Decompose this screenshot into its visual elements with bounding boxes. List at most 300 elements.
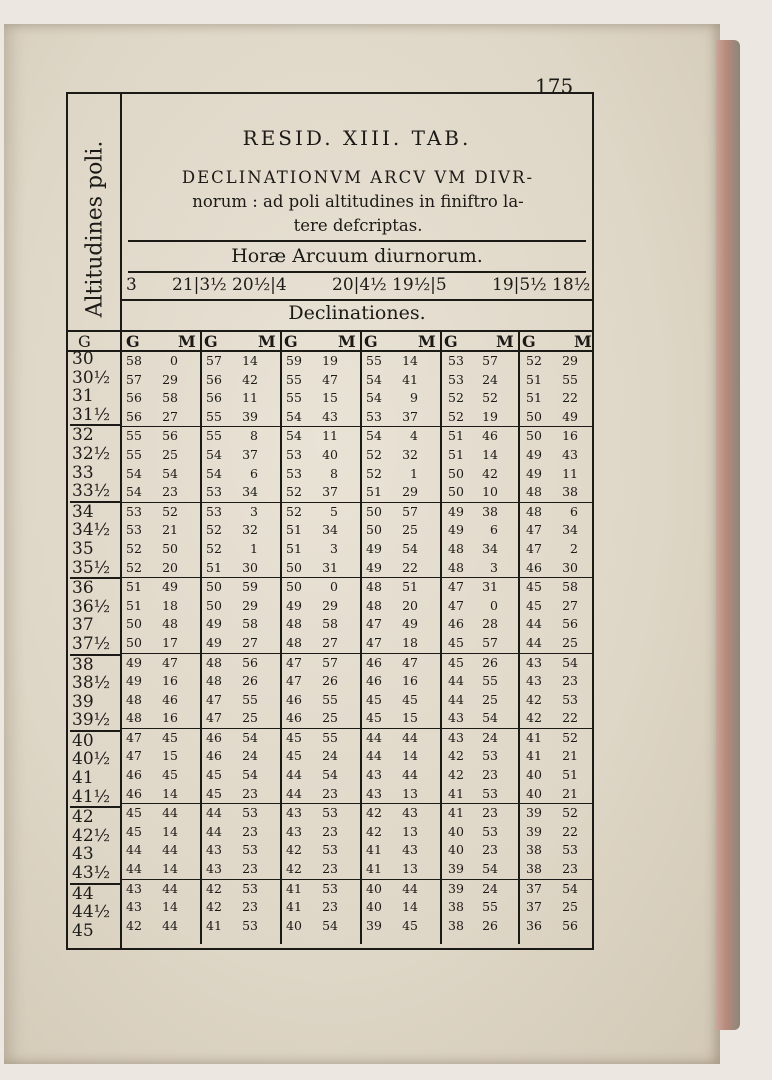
degrees-cell: 53 (448, 371, 464, 387)
degrees-cell: 40 (526, 767, 542, 783)
minutes-cell: 13 (402, 861, 418, 877)
minutes-cell: 59 (242, 579, 258, 595)
minutes-cell: 58 (242, 616, 258, 632)
altitude-cell: 40 (72, 730, 94, 751)
table-row (122, 766, 592, 785)
minutes-cell: 45 (402, 917, 418, 933)
degrees-cell: 51 (286, 540, 302, 556)
degrees-cell: 53 (286, 446, 302, 462)
minutes-cell: 53 (242, 880, 258, 896)
table-row (122, 672, 592, 691)
minutes-cell: 27 (562, 597, 578, 613)
degrees-cell: 55 (126, 428, 142, 444)
minutes-cell: 54 (562, 654, 578, 670)
degrees-cell: 48 (286, 634, 302, 650)
minutes-cell: 1 (250, 540, 258, 556)
degrees-cell: 53 (206, 503, 222, 519)
minutes-cell: 58 (322, 616, 338, 632)
minutes-cell: 52 (562, 729, 578, 745)
degrees-cell: 50 (286, 579, 302, 595)
degrees-cell: 49 (126, 673, 142, 689)
degrees-cell: 47 (206, 691, 222, 707)
table-row (122, 729, 592, 748)
altitude-cell: 41 (72, 768, 94, 789)
altitude-cell: 38 (72, 654, 94, 675)
minutes-cell: 53 (482, 785, 498, 801)
degrees-cell: 41 (526, 748, 542, 764)
table-row (122, 578, 592, 597)
minutes-cell: 54 (322, 917, 338, 933)
minutes-cell: 55 (322, 729, 338, 745)
minutes-cell: 18 (402, 634, 418, 650)
table-row (122, 483, 592, 503)
degrees-cell: 52 (286, 484, 302, 500)
degrees-cell: 50 (206, 597, 222, 613)
degrees-cell: 46 (126, 785, 142, 801)
degrees-cell: 39 (526, 823, 542, 839)
minutes-cell: 24 (482, 880, 498, 896)
degrees-cell: 44 (366, 729, 382, 745)
degrees-cell: 47 (366, 616, 382, 632)
degrees-cell: 54 (366, 371, 382, 387)
column-header: M (574, 332, 592, 351)
minutes-cell: 40 (322, 446, 338, 462)
minutes-cell: 51 (402, 579, 418, 595)
minutes-cell: 56 (562, 616, 578, 632)
minutes-cell: 55 (482, 673, 498, 689)
minutes-cell: 44 (402, 767, 418, 783)
minutes-cell: 38 (562, 484, 578, 500)
minutes-cell: 16 (402, 673, 418, 689)
degrees-cell: 49 (286, 597, 302, 613)
degrees-cell: 49 (206, 634, 222, 650)
degrees-cell: 40 (448, 842, 464, 858)
degrees-cell: 52 (448, 390, 464, 406)
minutes-cell: 8 (330, 465, 338, 481)
minutes-cell: 52 (162, 503, 178, 519)
minutes-cell: 30 (562, 559, 578, 575)
degrees-cell: 48 (526, 503, 542, 519)
degrees-cell: 47 (448, 597, 464, 613)
minutes-cell: 13 (402, 785, 418, 801)
minutes-cell: 26 (482, 917, 498, 933)
minutes-cell: 34 (242, 484, 258, 500)
degrees-cell: 48 (206, 673, 222, 689)
minutes-cell: 57 (322, 654, 338, 670)
degrees-cell: 54 (366, 428, 382, 444)
column-header: M (418, 332, 436, 351)
degrees-cell: 54 (366, 390, 382, 406)
altitude-cell: 30 (72, 349, 94, 369)
minutes-cell: 44 (162, 842, 178, 858)
minutes-cell: 29 (162, 371, 178, 387)
degrees-cell: 44 (526, 634, 542, 650)
minutes-cell: 54 (402, 540, 418, 556)
minutes-cell: 14 (402, 353, 418, 368)
minutes-cell: 54 (562, 880, 578, 896)
minutes-cell: 53 (242, 805, 258, 821)
minutes-cell: 58 (162, 390, 178, 406)
degrees-cell: 43 (126, 899, 142, 915)
minutes-cell: 14 (482, 446, 498, 462)
minutes-cell: 44 (402, 880, 418, 896)
minutes-cell: 11 (322, 428, 338, 444)
degrees-cell: 51 (126, 579, 142, 595)
degrees-cell: 42 (286, 842, 302, 858)
degrees-cell: 43 (286, 805, 302, 821)
table-row (122, 823, 592, 842)
altitude-cell: 40½ (72, 749, 111, 770)
degrees-cell: 47 (448, 579, 464, 595)
minutes-cell: 14 (402, 748, 418, 764)
column-header: G (364, 332, 378, 351)
minutes-cell: 55 (242, 691, 258, 707)
degrees-cell: 54 (206, 465, 222, 481)
minutes-cell: 22 (562, 710, 578, 726)
hours-row (122, 275, 592, 299)
minutes-cell: 49 (162, 579, 178, 595)
table-row (122, 634, 592, 654)
minutes-cell: 52 (562, 805, 578, 821)
degrees-cell: 49 (448, 503, 464, 519)
minutes-cell: 25 (242, 710, 258, 726)
minutes-cell: 29 (402, 484, 418, 500)
degrees-cell: 52 (206, 540, 222, 556)
degrees-cell: 43 (206, 842, 222, 858)
degrees-cell: 53 (286, 465, 302, 481)
degrees-cell: 42 (206, 899, 222, 915)
degrees-cell: 50 (526, 408, 542, 424)
side-column (68, 94, 122, 948)
minutes-cell: 53 (322, 805, 338, 821)
degrees-cell: 40 (366, 880, 382, 896)
minutes-cell: 49 (562, 408, 578, 424)
altitude-cell: 35 (72, 538, 94, 559)
degrees-cell: 52 (526, 353, 542, 368)
degrees-cell: 51 (448, 428, 464, 444)
degrees-cell: 50 (448, 465, 464, 481)
minutes-cell: 25 (322, 710, 338, 726)
minutes-cell: 21 (562, 785, 578, 801)
degrees-cell: 52 (286, 503, 302, 519)
minutes-cell: 46 (482, 428, 498, 444)
degrees-cell: 46 (206, 729, 222, 745)
degrees-cell: 51 (286, 522, 302, 538)
table-row (122, 389, 592, 408)
table-row (122, 615, 592, 634)
minutes-cell: 6 (250, 465, 258, 481)
degrees-cell: 50 (126, 634, 142, 650)
minutes-cell: 44 (162, 805, 178, 821)
minutes-cell: 37 (322, 484, 338, 500)
degrees-cell: 43 (206, 861, 222, 877)
degrees-cell: 42 (366, 823, 382, 839)
degrees-cell: 45 (448, 654, 464, 670)
altitude-cell: 33 (72, 462, 94, 483)
subtitle-line: norum : ad poli altitudines in finiftro la- (192, 192, 524, 211)
declination-grid (122, 332, 592, 944)
degrees-cell: 46 (526, 559, 542, 575)
degrees-cell: 56 (126, 408, 142, 424)
degrees-cell: 49 (526, 465, 542, 481)
degrees-cell: 42 (366, 805, 382, 821)
degrees-cell: 41 (286, 899, 302, 915)
minutes-cell: 1 (410, 465, 418, 481)
degrees-cell: 38 (448, 917, 464, 933)
minutes-cell: 20 (402, 597, 418, 613)
degrees-cell: 55 (286, 371, 302, 387)
table-frame (66, 92, 594, 950)
degrees-cell: 49 (448, 522, 464, 538)
minutes-cell: 46 (162, 691, 178, 707)
minutes-cell: 21 (562, 748, 578, 764)
minutes-cell: 44 (162, 880, 178, 896)
degrees-cell: 46 (206, 748, 222, 764)
minutes-cell: 23 (242, 785, 258, 801)
minutes-cell: 23 (482, 805, 498, 821)
minutes-cell: 53 (562, 842, 578, 858)
degrees-cell: 52 (366, 465, 382, 481)
minutes-cell: 42 (242, 371, 258, 387)
minutes-cell: 14 (162, 861, 178, 877)
degrees-cell: 44 (366, 748, 382, 764)
degrees-cell: 54 (286, 408, 302, 424)
minutes-cell: 11 (242, 390, 258, 406)
minutes-cell: 23 (322, 899, 338, 915)
side-label: Altitudines poli. (82, 140, 108, 318)
minutes-cell: 55 (482, 899, 498, 915)
minutes-cell: 3 (250, 503, 258, 519)
minutes-cell: 23 (242, 823, 258, 839)
degrees-cell: 54 (286, 428, 302, 444)
degrees-cell: 55 (206, 428, 222, 444)
degrees-cell: 48 (286, 616, 302, 632)
column-header: M (178, 332, 196, 351)
altitude-cell: 43 (72, 844, 94, 865)
degrees-cell: 47 (366, 634, 382, 650)
minutes-cell: 32 (242, 522, 258, 538)
degrees-cell: 46 (448, 616, 464, 632)
minutes-cell: 22 (402, 559, 418, 575)
column-header: M (258, 332, 276, 351)
minutes-cell: 45 (162, 767, 178, 783)
table-row (122, 709, 592, 729)
degrees-cell: 56 (206, 371, 222, 387)
degrees-cell: 52 (126, 559, 142, 575)
minutes-cell: 52 (482, 390, 498, 406)
minutes-cell: 31 (482, 579, 498, 595)
minutes-cell: 23 (482, 767, 498, 783)
degrees-cell: 47 (286, 673, 302, 689)
degrees-cell: 46 (286, 691, 302, 707)
minutes-cell: 25 (562, 634, 578, 650)
minutes-cell: 32 (402, 446, 418, 462)
degrees-cell: 55 (126, 446, 142, 462)
degrees-cell: 41 (448, 805, 464, 821)
minutes-cell: 23 (242, 899, 258, 915)
minutes-cell: 50 (162, 540, 178, 556)
declinationes-heading: Declinationes. (288, 302, 426, 324)
page-number: 175 (535, 74, 574, 98)
degrees-cell: 41 (366, 861, 382, 877)
minutes-cell: 23 (562, 673, 578, 689)
minutes-cell: 53 (482, 823, 498, 839)
minutes-cell: 2 (570, 540, 578, 556)
degrees-cell: 51 (366, 484, 382, 500)
altitude-column (70, 350, 120, 946)
minutes-cell: 28 (482, 616, 498, 632)
minutes-cell: 23 (482, 842, 498, 858)
degrees-cell: 48 (366, 579, 382, 595)
altitude-cell: 34½ (72, 520, 111, 541)
degrees-cell: 45 (206, 767, 222, 783)
degrees-cell: 50 (448, 484, 464, 500)
minutes-cell: 19 (322, 353, 338, 368)
minutes-cell: 53 (322, 842, 338, 858)
minutes-cell: 16 (162, 673, 178, 689)
minutes-cell: 25 (482, 691, 498, 707)
minutes-cell: 44 (402, 729, 418, 745)
minutes-cell: 15 (322, 390, 338, 406)
minutes-cell: 0 (490, 597, 498, 613)
minutes-cell: 39 (242, 408, 258, 424)
minutes-cell: 22 (562, 390, 578, 406)
degrees-cell: 44 (126, 842, 142, 858)
table-row (122, 898, 592, 917)
minutes-cell: 45 (402, 691, 418, 707)
minutes-cell: 38 (482, 503, 498, 519)
minutes-cell: 3 (490, 559, 498, 575)
minutes-cell: 9 (410, 390, 418, 406)
minutes-cell: 37 (402, 408, 418, 424)
minutes-cell: 14 (162, 899, 178, 915)
degrees-cell: 46 (366, 673, 382, 689)
degrees-cell: 52 (366, 446, 382, 462)
degrees-cell: 44 (286, 785, 302, 801)
degrees-cell: 40 (286, 917, 302, 933)
degrees-cell: 44 (448, 673, 464, 689)
degrees-cell: 45 (526, 579, 542, 595)
degrees-cell: 42 (126, 917, 142, 933)
minutes-cell: 19 (482, 408, 498, 424)
degrees-cell: 48 (126, 710, 142, 726)
degrees-cell: 45 (286, 729, 302, 745)
column-header: G (522, 332, 536, 351)
minutes-cell: 30 (242, 559, 258, 575)
degrees-cell: 43 (366, 767, 382, 783)
minutes-cell: 43 (562, 446, 578, 462)
minutes-cell: 47 (402, 654, 418, 670)
degrees-cell: 45 (126, 805, 142, 821)
minutes-cell: 47 (162, 654, 178, 670)
degrees-cell: 57 (206, 353, 222, 368)
degrees-cell: 42 (526, 710, 542, 726)
minutes-cell: 54 (162, 465, 178, 481)
minutes-cell: 14 (242, 353, 258, 368)
minutes-cell: 23 (322, 785, 338, 801)
degrees-cell: 46 (366, 654, 382, 670)
minutes-cell: 31 (322, 559, 338, 575)
minutes-cell: 25 (402, 522, 418, 538)
degrees-cell: 44 (206, 805, 222, 821)
minutes-cell: 54 (482, 710, 498, 726)
minutes-cell: 53 (322, 880, 338, 896)
minutes-cell: 55 (562, 371, 578, 387)
altitude-cell: 38½ (72, 673, 111, 694)
degrees-cell: 50 (526, 428, 542, 444)
minutes-cell: 34 (482, 540, 498, 556)
degrees-cell: 47 (286, 654, 302, 670)
degrees-cell: 40 (526, 785, 542, 801)
table-rows (122, 352, 592, 935)
minutes-cell: 53 (242, 917, 258, 933)
table-row (122, 559, 592, 579)
minutes-cell: 29 (562, 353, 578, 368)
column-header: M (338, 332, 356, 351)
degrees-cell: 44 (448, 691, 464, 707)
minutes-cell: 16 (562, 428, 578, 444)
degrees-cell: 49 (126, 654, 142, 670)
degrees-cell: 56 (126, 390, 142, 406)
minutes-cell: 24 (322, 748, 338, 764)
side-g-header: G (78, 332, 91, 351)
minutes-cell: 54 (482, 861, 498, 877)
minutes-cell: 29 (322, 597, 338, 613)
degrees-cell: 39 (448, 861, 464, 877)
minutes-cell: 58 (562, 579, 578, 595)
minutes-cell: 10 (482, 484, 498, 500)
altitude-cell: 32 (72, 425, 94, 446)
degrees-cell: 48 (126, 691, 142, 707)
altitude-cell: 44 (72, 883, 94, 904)
degrees-cell: 41 (526, 729, 542, 745)
degrees-cell: 44 (126, 861, 142, 877)
degrees-cell: 43 (526, 654, 542, 670)
minutes-cell: 27 (242, 634, 258, 650)
degrees-cell: 36 (526, 917, 542, 933)
minutes-cell: 11 (562, 465, 578, 481)
table-row (122, 654, 592, 673)
degrees-cell: 50 (126, 616, 142, 632)
degrees-cell: 49 (526, 446, 542, 462)
table-row (122, 917, 592, 936)
table-row (122, 408, 592, 428)
page-edge (716, 40, 740, 1030)
degrees-cell: 46 (126, 767, 142, 783)
degrees-cell: 39 (526, 805, 542, 821)
altitude-cell: 41½ (70, 788, 120, 809)
degrees-cell: 41 (448, 785, 464, 801)
subtitle-line: DECLINATIONVM ARCV VM DIVR- (181, 168, 535, 187)
minutes-cell: 57 (482, 634, 498, 650)
degrees-cell: 55 (286, 390, 302, 406)
column-header: G (284, 332, 298, 351)
degrees-cell: 54 (206, 446, 222, 462)
minutes-cell: 45 (162, 729, 178, 745)
degrees-cell: 58 (126, 353, 142, 368)
minutes-cell: 24 (242, 748, 258, 764)
column-header: G (444, 332, 458, 351)
minutes-cell: 53 (562, 691, 578, 707)
table-row (122, 352, 592, 371)
minutes-cell: 56 (562, 917, 578, 933)
minutes-cell: 4 (410, 428, 418, 444)
hour-label: 20|4½ 19½|5 (332, 275, 447, 295)
minutes-cell: 23 (562, 861, 578, 877)
altitude-cell: 33½ (70, 482, 120, 503)
degrees-cell: 45 (126, 823, 142, 839)
degrees-cell: 41 (366, 842, 382, 858)
